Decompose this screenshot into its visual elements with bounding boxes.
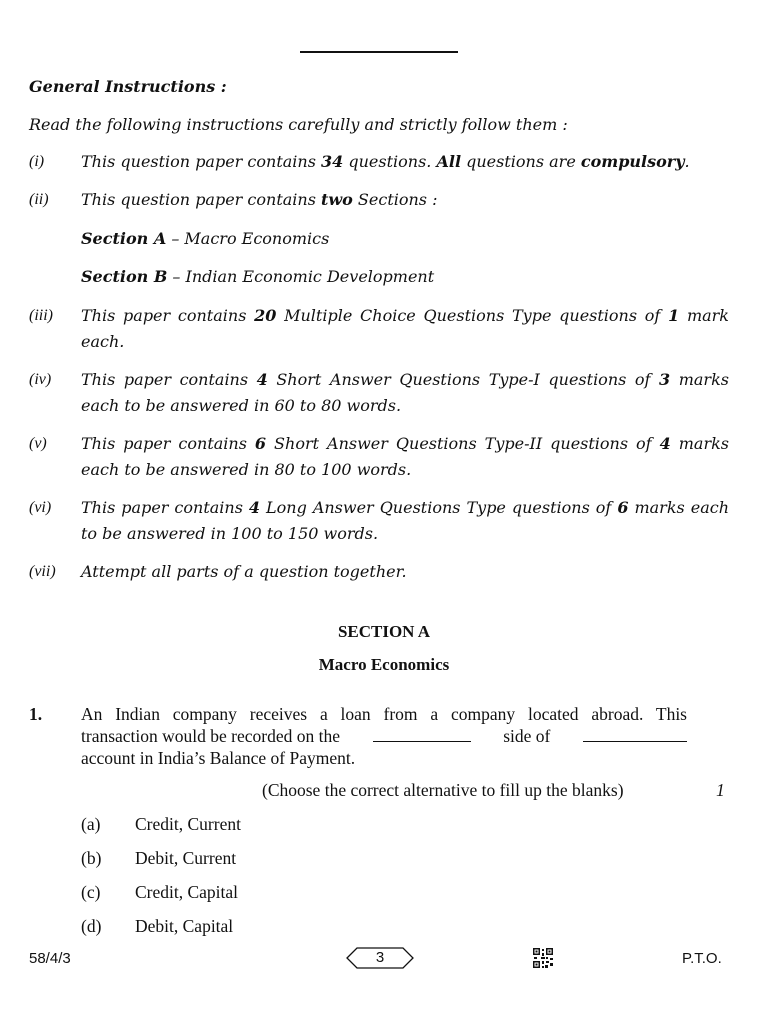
question-marks: 1 <box>716 780 725 800</box>
section-subtitle: Macro Economics <box>318 655 450 674</box>
option-text: Credit, Current <box>135 814 241 834</box>
question-number: 1. <box>29 704 43 724</box>
question-line-3: account in India’s Balance of Payment. <box>81 748 356 768</box>
instruction-continuation: each to be answered in 80 to 100 words. <box>81 460 412 479</box>
instruction-number: (v) <box>29 435 47 452</box>
option-label: (c) <box>81 882 101 902</box>
instruction-number: (i) <box>29 153 45 170</box>
instruction-item: This question paper contains two Sections : <box>81 190 438 209</box>
instruction-item: This paper contains 6 Short Answer Questions Type-II questions of 4 marks <box>81 434 729 453</box>
section-title: SECTION A <box>337 622 431 641</box>
instruction-continuation: each. <box>81 332 125 351</box>
instructions-heading: General Instructions : <box>29 77 227 96</box>
top-rule <box>300 51 458 53</box>
instruction-number: (iii) <box>29 307 53 324</box>
option-label: (d) <box>81 916 102 936</box>
instruction-number: (vi) <box>29 499 52 516</box>
section-a-line: Section A – Macro Economics <box>81 229 330 248</box>
instruction-continuation: each to be answered in 60 to 80 words. <box>81 396 402 415</box>
page-number: 3 <box>375 949 385 966</box>
option-text: Credit, Capital <box>135 882 239 902</box>
instruction-item: This paper contains 20 Multiple Choice Questions Type questions of 1 mark <box>81 306 729 325</box>
question-hint: (Choose the correct alternative to fill up the blanks) <box>262 780 624 800</box>
qr-code-icon <box>532 947 554 969</box>
instruction-number: (vii) <box>29 563 56 580</box>
paper-code: 58/4/3 <box>29 950 71 967</box>
instruction-item: This paper contains 4 Long Answer Questions Type questions of 6 marks each <box>81 498 729 517</box>
instruction-number: (iv) <box>29 371 52 388</box>
pto-label: P.T.O. <box>682 950 722 967</box>
option-text: Debit, Capital <box>135 916 234 936</box>
section-b-line: Section B – Indian Economic Development <box>81 267 435 286</box>
option-label: (b) <box>81 848 102 868</box>
instruction-continuation: to be answered in 100 to 150 words. <box>81 524 379 543</box>
instruction-item: Attempt all parts of a question together. <box>81 562 407 581</box>
answer-blank <box>373 727 471 742</box>
instruction-item: This question paper contains 34 questions. All questions are compulsory. <box>81 152 690 171</box>
answer-blank <box>583 727 687 742</box>
option-text: Debit, Current <box>135 848 237 868</box>
instruction-number: (ii) <box>29 191 49 208</box>
instructions-intro: Read the following instructions carefully and strictly follow them : <box>29 115 568 134</box>
instruction-item: This paper contains 4 Short Answer Questions Type-I questions of 3 marks <box>81 370 729 389</box>
option-label: (a) <box>81 814 101 834</box>
question-line-2: transaction would be recorded on the side of <box>81 726 687 747</box>
question-line-1: An Indian company receives a loan from a company located abroad. This <box>81 704 687 724</box>
